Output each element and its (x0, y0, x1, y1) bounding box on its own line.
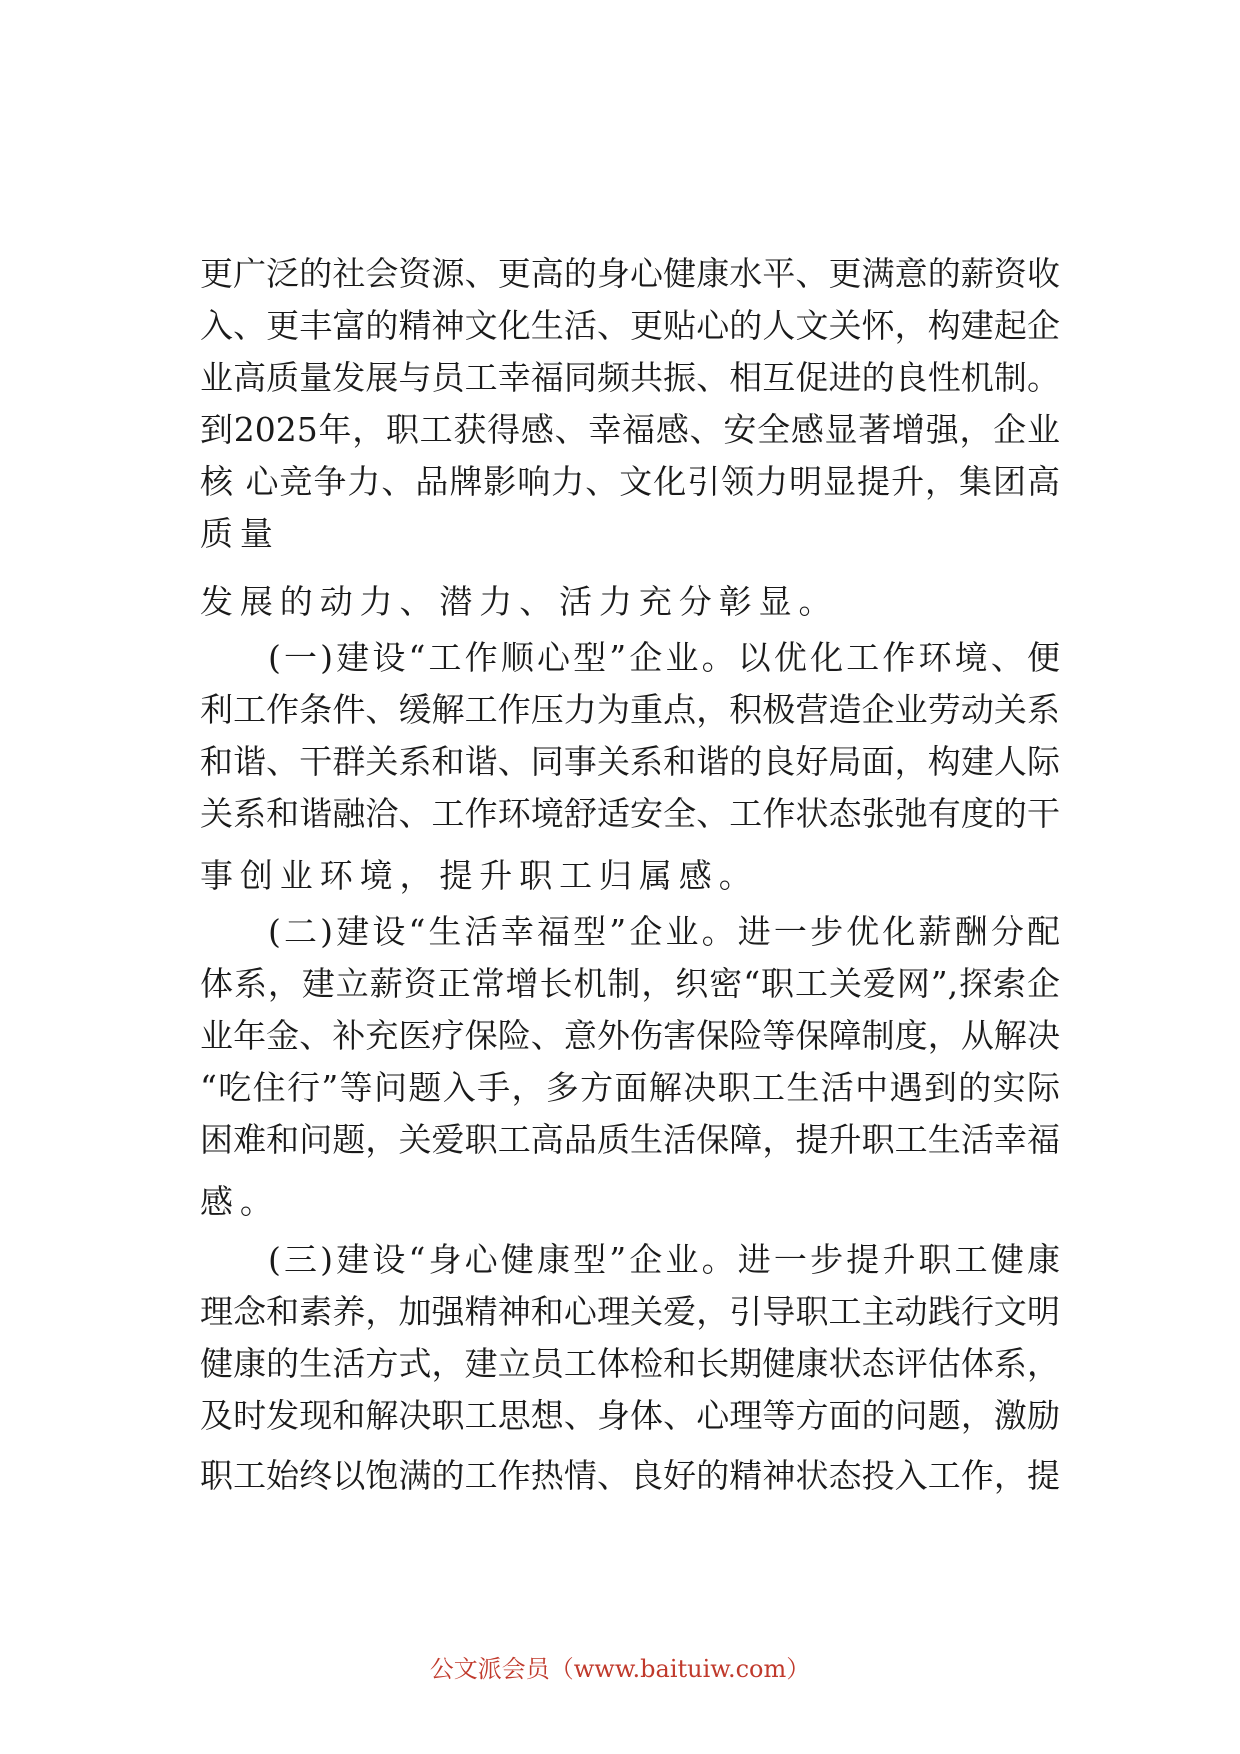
paragraph-heading-1: (一)建设“工作顺心型”企业。以优化工作环境、便 (268, 638, 1060, 677)
text-line: 利工作条件、缓解工作压力为重点，积极营造企业劳动关系 (200, 690, 1060, 729)
text-line: 业年金、补充医疗保险、意外伤害保险等保障制度，从解决 (200, 1016, 1060, 1055)
text-line: 业高质量发展与员工幸福同频共振、相互促进的良性机制。 (200, 358, 1060, 397)
text-line: 及时发现和解决职工思想、身体、心理等方面的问题，激励 (200, 1396, 1060, 1435)
text-line: 到2025年，职工获得感、幸福感、安全感显著增强，企业 (200, 410, 1060, 449)
text-line: “吃住行”等问题入手，多方面解决职工生活中遇到的实际 (200, 1068, 1060, 1107)
text-line: 职工始终以饱满的工作热情、良好的精神状态投入工作，提 (200, 1456, 1060, 1495)
text-line: 困难和问题，关爱职工高品质生活保障，提升职工生活幸福 (200, 1120, 1060, 1159)
text-line: 质量 (200, 514, 280, 553)
paragraph-heading-3: (三)建设“身心健康型”企业。进一步提升职工健康 (268, 1240, 1060, 1279)
text-line: 体系，建立薪资正常增长机制，织密“职工关爱网”,探索企 (200, 964, 1060, 1003)
text-line: 理念和素养，加强精神和心理关爱，引导职工主动践行文明 (200, 1292, 1060, 1331)
text-line: 关系和谐融洽、工作环境舒适安全、工作状态张弛有度的干 (200, 794, 1060, 833)
text-line: 健康的生活方式，建立员工体检和长期健康状态评估体系， (200, 1344, 1060, 1383)
footer-watermark: 公文派会员（www.baituiw.com） (429, 1655, 811, 1683)
text-line: 更广泛的社会资源、更高的身心健康水平、更满意的薪资收 (200, 254, 1060, 293)
text-line: 和谐、干群关系和谐、同事关系和谐的良好局面，构建人际 (200, 742, 1060, 781)
text-line: 入、更丰富的精神文化生活、更贴心的人文关怀，构建起企 (200, 306, 1060, 345)
text-line: 事创业环境，提升职工归属感。 (200, 856, 759, 895)
text-line: 核 心竞争力、品牌影响力、文化引领力明显提升，集团高 (200, 462, 1060, 501)
text-line: 感。 (200, 1182, 280, 1221)
text-line: 发展的动力、潜力、活力充分彰显。 (200, 582, 839, 621)
paragraph-heading-2: (二)建设“生活幸福型”企业。进一步优化薪酬分配 (268, 912, 1060, 951)
